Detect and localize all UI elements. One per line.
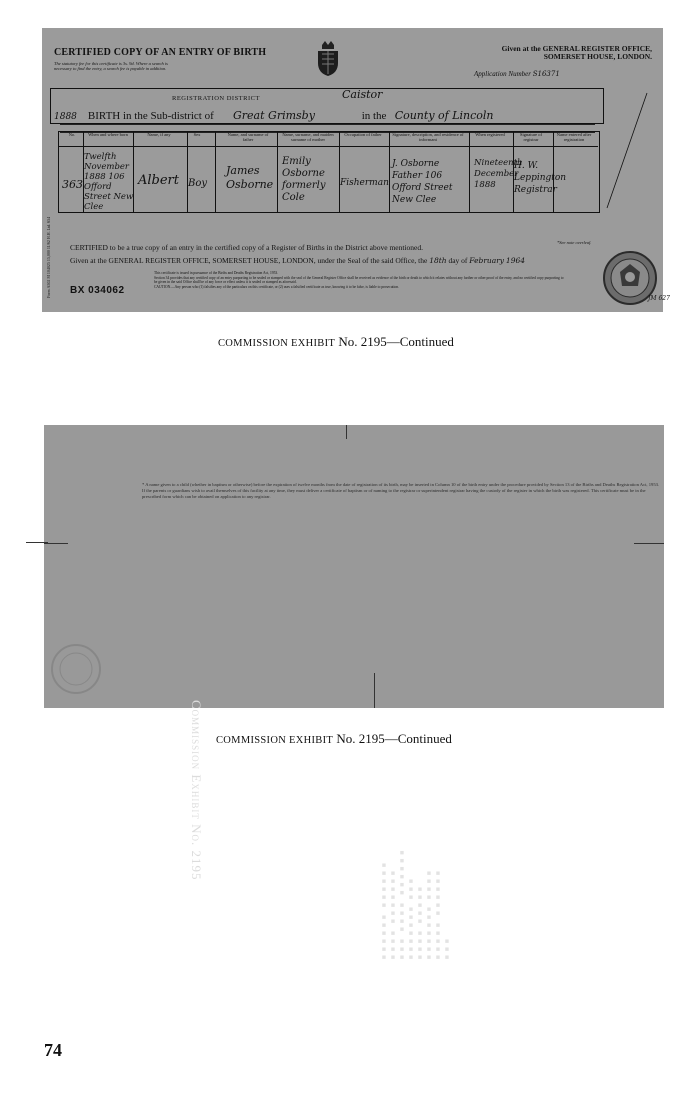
certified-statement: CERTIFIED to be a true copy of an entry in the certified copy of a Register of Births in the District above mentioned. — [70, 243, 423, 252]
entry-number: 363 — [62, 178, 83, 191]
fold-mark — [374, 673, 375, 708]
fold-mark — [44, 543, 68, 544]
fold-mark — [634, 543, 664, 544]
legal-small-print: This certificate is issued in pursuance of the Births and Deaths Registration Act, 1953. Section 34 provides that any certified copy of an entry purporting to be sealed or stamped with the seal of the General Register Office shall be received as evidence of the birth or death to which it relates without any further or other proof of the entry, and no certified copy purporting to be given in the said Office shall be of any force or effect unless it is sealed or stamped as aforesaid. CAUTION.—Any person who (1) falsifies any of the particulars on this certificate, or (2) uses a falsified certificate as true, knowing it to be false, is liable to prosecution. — [154, 271, 564, 289]
entry-when-where: Twelfth November 1888 106 Offord Street New Clee — [84, 152, 134, 212]
seal-impression-icon — [50, 643, 102, 695]
entry-mother: Emily Osborne formerly Cole — [282, 156, 326, 203]
column-header: When registered — [475, 132, 505, 137]
registration-district-value: Caistor — [342, 88, 383, 101]
birth-certificate — [42, 28, 663, 312]
margin-diagonal-line — [602, 88, 652, 213]
column-header: Signature of registrar — [519, 132, 543, 142]
application-number: Application Number S16371 — [474, 70, 560, 78]
column-header: Name, if any — [147, 132, 171, 137]
column-header: Name, surname, and maiden surname of mother — [282, 132, 334, 142]
certificate-reverse — [44, 425, 664, 708]
margin-annotation: JM 627 — [648, 295, 670, 302]
column-header: When and where born — [88, 132, 128, 137]
general-register-office: Given at the GENERAL REGISTER OFFICE, SOMERSET HOUSE, LONDON. — [501, 44, 652, 61]
royal-crest-icon — [314, 41, 342, 77]
entry-registrar: H. W. Leppington Registrar — [514, 161, 567, 195]
column-header: Name entered after registration — [556, 132, 592, 142]
column-header: Sex — [193, 132, 201, 137]
entry-father: James Osborne — [226, 164, 274, 191]
entry-when-registered: Nineteenth December 1888 — [474, 158, 523, 190]
bleed-through-block: ■■■■■■ ■■■■■■ ■■■■ ■■■■■■■ ■■■ ■■■■ ■■■■■■ ■■■■■■■ ■■■ ■■■■ ■■■■■ ■■■■■■■ ■■■■ ■■■■■ ■■■■■■ ■■■ — [380, 847, 451, 960]
entry-occupation: Fisherman — [340, 178, 389, 188]
entry-name: Albert — [138, 173, 179, 188]
registration-district-label: REGISTRATION DISTRICT — [172, 95, 260, 102]
exhibit-caption-top: COMMISSION EXHIBIT No. 2195—Continued — [218, 334, 454, 349]
statutory-fee-note: The statutory fee for this certificate is 3s. 9d. Where a search is necessary to find the entry, a search fee is payable in addition. — [54, 61, 168, 71]
column-header: No. — [68, 132, 76, 137]
certificate-title: CERTIFIED COPY OF AN ENTRY OF BIRTH — [54, 47, 267, 58]
given-at-line: Given at the GENERAL REGISTER OFFICE, SOMERSET HOUSE, LONDON, under the Seal of the said Office, the 18th day of February 1964 — [70, 256, 526, 265]
certificate-serial: BX 034062 — [70, 285, 125, 296]
entry-informant: J. Osborne Father 106 Offord Street New Clee — [392, 159, 453, 205]
column-header: Occupation of father — [344, 132, 382, 137]
header-divider — [58, 146, 598, 147]
entry-sex: Boy — [188, 178, 208, 189]
overleaf-note: * A name given to a child (whether in baptism or otherwise) before the expiration of twelve months from the date of registration of its birth, may be inserted in Column 10 of the birth entry under the procedure provided by Section 13 of the Births and Deaths Registration Act, 1953. If the parents or guardians wish to avail themselves of this facility at any time, they must deliver a certificate of baptism or of naming to the registrar or superintendent registrar having the custody of the register in which the birth was registered. This certificate must be in the prescribed form which can be obtained on application to any registrar. — [142, 482, 660, 499]
birth-subdistrict-line: 1888 BIRTH in the Sub-district of Great Grimsby in the County of Lincoln — [54, 109, 494, 122]
fold-mark — [346, 425, 347, 439]
column-header: Signature, description, and residence of informant — [392, 132, 464, 142]
form-code: Form A502 M 104025 15,000 11/62 H.H. Ltd. 654 — [46, 216, 51, 298]
column-header: Name, and surname of father — [227, 132, 269, 142]
exhibit-caption-bottom: COMMISSION EXHIBIT No. 2195—Continued — [216, 731, 452, 746]
bleed-through-text: Commission Exhibit No. 2195 — [189, 700, 204, 881]
page-number: 74 — [44, 1040, 62, 1060]
fold-mark — [26, 542, 48, 543]
see-note-overleaf: *See note overleaf. — [557, 240, 592, 245]
